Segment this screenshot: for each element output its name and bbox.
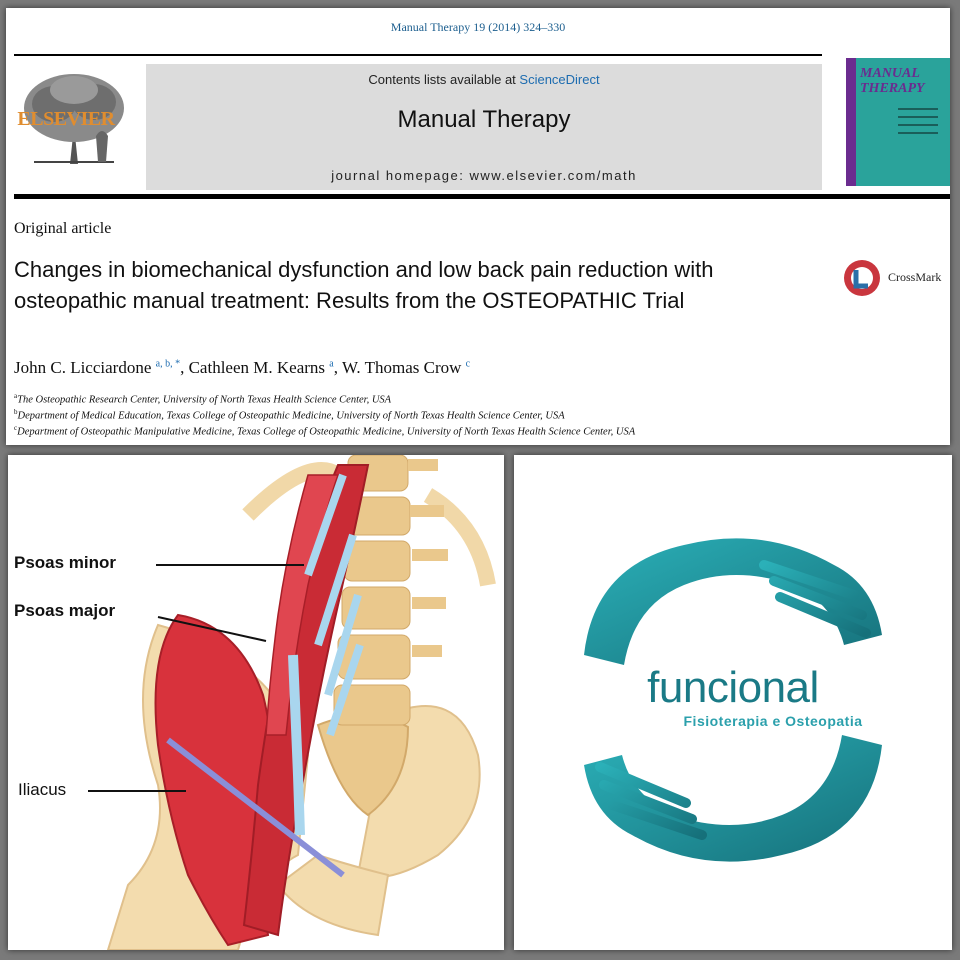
- author-name[interactable]: Cathleen M. Kearns: [188, 358, 326, 377]
- article-title: Changes in biomechanical dysfunction and low back pain reduction with osteopathic manual treatment: Results from the OSTEOPATHIC Trial: [14, 257, 714, 313]
- author-affil-marks[interactable]: a, b, *: [155, 358, 181, 370]
- affiliation-text: Department of Medical Education, Texas College of Osteopathic Medicine, University of North Texas Health Science Center, USA: [17, 410, 565, 422]
- label-iliacus: Iliacus: [18, 780, 67, 799]
- author-list: [14, 358, 470, 378]
- sciencedirect-link[interactable]: ScienceDirect: [519, 72, 600, 87]
- cover-band: [846, 58, 856, 186]
- affiliation-text: The Osteopathic Research Center, University of North Texas Health Science Center, USA: [17, 394, 392, 406]
- journal-homepage[interactable]: journal homepage: www.elsevier.com/math: [331, 168, 637, 183]
- funcional-logo-panel: [514, 455, 952, 950]
- contents-prefix: Contents lists available at: [368, 72, 520, 87]
- affiliation-b: [14, 408, 565, 422]
- masthead-rule: [14, 194, 950, 199]
- journal-cover-thumbnail[interactable]: [846, 58, 950, 186]
- anatomy-illustration-panel: [8, 455, 504, 950]
- affiliation-a: [14, 392, 391, 406]
- psoas-iliacus-illustration: [8, 455, 504, 950]
- journal-citation[interactable]: Manual Therapy 19 (2014) 324–330: [390, 20, 566, 34]
- article-type: Original article: [14, 220, 112, 237]
- journal-masthead: [146, 64, 822, 190]
- contents-line: [146, 72, 822, 87]
- affiliation-key: a: [14, 392, 18, 400]
- author-affil-marks[interactable]: a: [329, 358, 334, 370]
- brand-name: funcional: [647, 663, 819, 712]
- affiliation-key: c: [14, 424, 18, 432]
- affiliation-key: b: [14, 408, 18, 416]
- label-psoas-major: Psoas major: [14, 601, 116, 620]
- crossmark-badge[interactable]: [842, 258, 950, 298]
- elsevier-wordmark: ELSEVIER: [17, 108, 115, 130]
- author-separator: ,: [333, 358, 342, 377]
- article-header-panel: [6, 8, 950, 445]
- author-name[interactable]: W. Thomas Crow: [341, 358, 462, 377]
- author-affil-marks[interactable]: c: [465, 358, 471, 370]
- affiliation-c: [14, 424, 635, 438]
- author-separator: ,: [180, 358, 189, 377]
- journal-title: Manual Therapy: [397, 106, 571, 133]
- label-psoas-minor: Psoas minor: [14, 553, 117, 572]
- crossmark-label: CrossMark: [888, 270, 942, 284]
- affiliation-text: Department of Osteopathic Manipulative Medicine, Texas College of Osteopathic Medicine, University of North Texas Health Science Center, USA: [17, 426, 636, 438]
- cover-title: MANUAL THERAPY: [860, 66, 925, 96]
- cover-text-lines: [898, 108, 938, 140]
- header-rule: [14, 54, 822, 56]
- crossmark-icon: [842, 258, 882, 298]
- author-name[interactable]: John C. Licciardone: [14, 358, 152, 377]
- brand-subtitle: Fisioterapia e Osteopatia: [683, 713, 863, 729]
